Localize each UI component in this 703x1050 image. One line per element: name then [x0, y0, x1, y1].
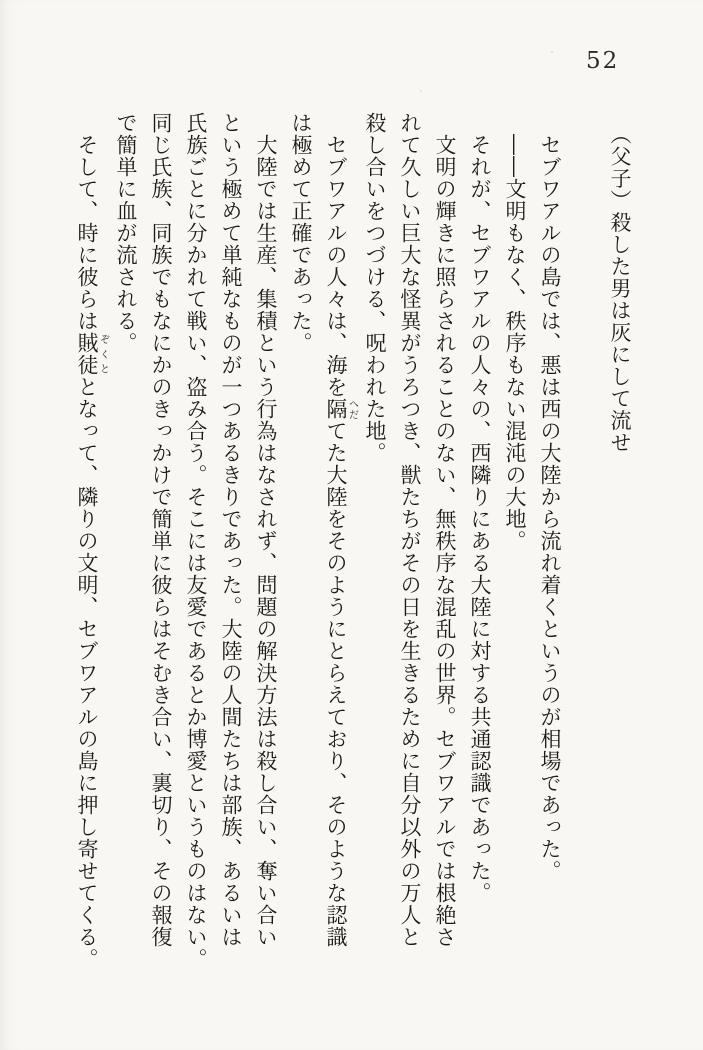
text-column-10: 大陸では生産、集積という行為はなされず、問題の解決方法は殺し合い、奪い合い [254, 112, 278, 948]
furigana-text: ぞくと [97, 332, 109, 376]
text-column-9: は極めて正確であった。 [289, 112, 313, 354]
text-column-7: 殺し合いをつづける、呪われた地。 [363, 112, 387, 464]
text-column-3: ――文明もなく、秩序もない混沌の大地。 [503, 112, 527, 552]
furigana-text: へだ [346, 398, 358, 420]
section-heading: （父子）殺した男は灰にして流せ [608, 112, 632, 454]
furigana-base: 隔へだ [324, 398, 358, 420]
text-column-4: それが、セブワアルの人々の、西隣りにある大陸に対する共通認識であった。 [468, 112, 492, 904]
text-column-2: セブワアルの島では、悪は西の大陸から流れ着くというのが相場であった。 [538, 112, 562, 882]
text-column-6: れて久しい巨大な怪異がうろつき、獣たちがその日を生きるために自分以外の万人と [398, 112, 422, 948]
furigana-base: 賊徒ぞくと [75, 332, 109, 376]
text-column-12: 氏族ごとに分かれて戦い、盗み合う。そこには友愛であるとか博愛というものはない。 [184, 112, 208, 970]
text-column-8: セブワアルの人々は、海を隔へだてた大陸をそのようにとらえており、そのような認識 [324, 112, 358, 948]
text-column-13: 同じ氏族、同族でもなにかのきっかけで簡単に彼らはそむき合い、裏切り、その報復 [149, 112, 173, 948]
text-column-15: そして、時に彼らは賊徒ぞくととなって、隣りの文明、セブワアルの島に押し寄せてくる。 [75, 112, 109, 970]
text-column-5: 文明の輝きに照らされることのない、無秩序な混乱の世界。セブワアルでは根絶さ [433, 112, 457, 948]
text-block [69, 112, 637, 980]
page-number: 52 [586, 48, 620, 74]
text-column-14: で簡単に血が流される。 [114, 112, 138, 354]
text-column-11: という極めて単純なものが一つあるきりであった。大陸の人間たちは部族、あるいは [219, 112, 243, 948]
